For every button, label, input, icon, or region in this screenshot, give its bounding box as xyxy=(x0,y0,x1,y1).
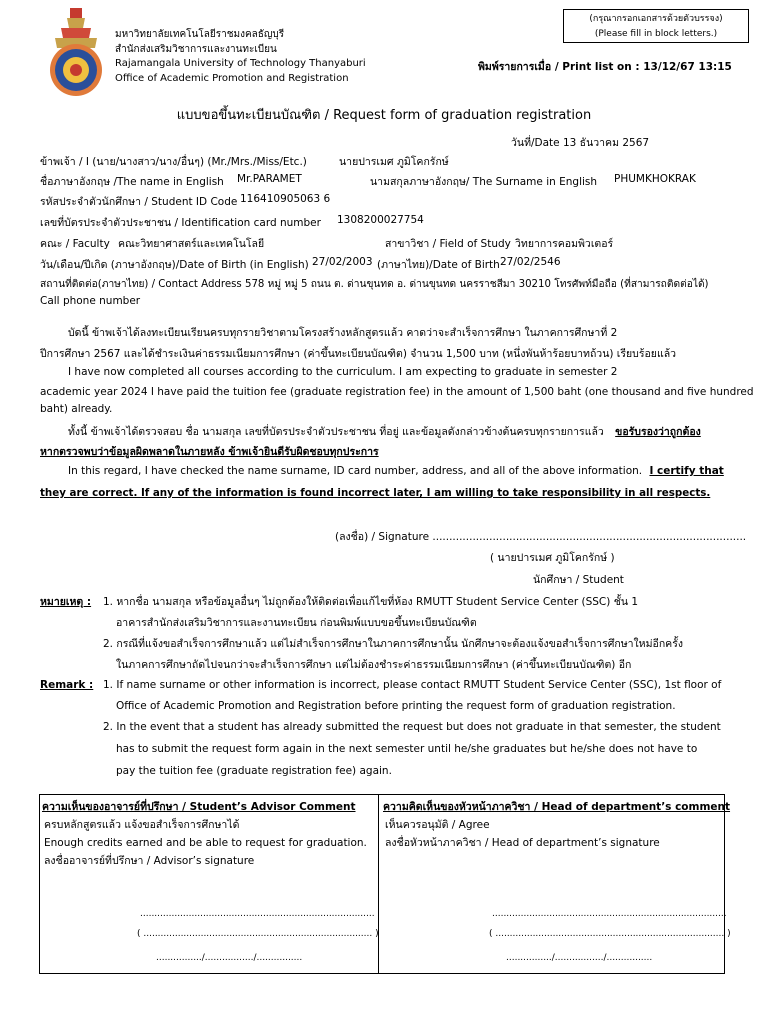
advisor-name-paren: ( ................................................................................ ) xyxy=(137,929,379,939)
first-name-en-value: Mr.PARAMET xyxy=(237,173,302,185)
dob-en-label: วัน/เดือน/ปีเกิด (ภาษาอังกฤษ)/Date of Birth (in English) xyxy=(40,259,309,271)
remark-en-label: Remark : xyxy=(40,679,94,691)
contact-address: สถานที่ติดต่อ(ภาษาไทย) / Contact Address 578 หมู่ หมู่ 5 ถนน ต. ด่านขุนทด อ. ด่านขุนทด นครราชสีมา 30210 โทรศัพท์มือถือ (ที่สามารถติดต่อได้) xyxy=(40,279,709,290)
remark-th-2-line-2: ในภาคการศึกษาถัดไปจนกว่าจะสำเร็จการศึกษา แต่ไม่ต้องชำระค่าธรรมเนียมการศึกษา (ค่าขึ้นทะเบียนบัณฑิต) อีก xyxy=(116,659,632,671)
signer-role: นักศึกษา / Student xyxy=(533,574,624,586)
dob-th-value: 27/02/2546 xyxy=(500,256,561,268)
certify-th-bold-line-2: หากตรวจพบว่าข้อมูลผิดพลาดในภายหลัง ข้าพเจ้ายินดีรับผิดชอบทุกประการ xyxy=(40,446,379,458)
remark-th-label: หมายเหตุ : xyxy=(40,596,92,608)
advisor-signature-label: ลงชื่ออาจารย์ที่ปรึกษา / Advisor’s signature xyxy=(44,855,255,867)
remark-th-2-line-1: 2. กรณีที่แจ้งขอสำเร็จการศึกษาแล้ว แต่ไม่สำเร็จการศึกษาในภาคการศึกษานั้น นักศึกษาจะต้องแจ้งขอสำเร็จการศึกษาใหม่อีกครั้ง xyxy=(103,638,683,650)
phone-label: Call phone number xyxy=(40,295,141,307)
university-heading xyxy=(115,28,366,86)
statement-en-line-1: I have now completed all courses according to the curriculum. I am expecting to graduate in semester 2 xyxy=(68,366,618,378)
table-divider xyxy=(378,795,379,973)
head-date-dots: ................/................./................ xyxy=(506,953,653,963)
note-en: (Please fill in block letters.) xyxy=(594,29,718,39)
remark-en-1-line-2: Office of Academic Promotion and Registration before printing the request form of graduation registration. xyxy=(116,700,676,712)
certify-th-text: ทั้งนี้ ข้าพเจ้าได้ตรวจสอบ ชื่อ นามสกุล เลขที่บัตรประจำตัวประชาชน ที่อยู่ และข้อมูลดังกล่าวข้างต้นครบทุกรายการแล้ว xyxy=(68,426,604,438)
faculty-label: คณะ / Faculty xyxy=(40,238,110,250)
remark-th-1-line-2: อาคารสำนักส่งเสริมวิชาการและงานทะเบียน ก่อนพิมพ์แบบขอขึ้นทะเบียนบัณฑิต xyxy=(116,617,477,629)
remark-en-2-line-2: has to submit the request form again in the next semester until he/she graduates but he/she does not have to xyxy=(116,743,698,755)
head-comment-header: ความคิดเห็นของหัวหน้าภาควิชา / Head of department’s comment xyxy=(383,801,731,813)
advisor-signature-dots: .................................................................................. xyxy=(140,909,375,919)
first-name-en-label: ชื่อภาษาอังกฤษ /The name in English xyxy=(40,176,224,188)
university-name-en: Rajamangala University of Technology Thanyaburi xyxy=(115,58,366,69)
student-id-label: รหัสประจำตัวนักศึกษา / Student ID Code xyxy=(40,196,238,208)
name-value: นายปารเมศ ภูมิโคกรักษ์ xyxy=(339,156,449,168)
remark-en-2-line-3: pay the tuition fee (graduate registration fee) again. xyxy=(116,765,392,777)
university-name-th: มหาวิทยาลัยเทคโนโลยีราชมงคลธัญบุรี xyxy=(115,29,285,40)
name-row xyxy=(40,153,307,170)
page-title: แบบขอขึ้นทะเบียนบัณฑิต / Request form of graduation registration xyxy=(176,108,592,123)
statement-en-line-2: academic year 2024 I have paid the tuition fee (graduate registration fee) in the amount of 1,500 baht (one thousand and five hundred xyxy=(40,386,754,398)
field-of-study-value: วิทยาการคอมพิวเตอร์ xyxy=(515,238,614,250)
block-letters-note xyxy=(563,9,749,43)
advisor-date-dots: ................/................./................ xyxy=(156,953,303,963)
certify-en-line-1 xyxy=(68,465,724,477)
student-id-value: 116410905063 6 xyxy=(240,193,331,205)
dob-th-label: (ภาษาไทย)/Date of Birth xyxy=(377,259,500,271)
office-name-en: Office of Academic Promotion and Registration xyxy=(115,72,349,84)
remark-en-1-line-1: 1. If name surname or other information is incorrect, please contact RMUTT Student Service Center (SSC), 1st floor of xyxy=(103,679,722,691)
note-th: (กรุณากรอกเอกสารด้วยตัวบรรจง) xyxy=(589,14,723,24)
remark-th-1-line-1: 1. หากชื่อ นามสกุล หรือข้อมูลอื่นๆ ไม่ถูกต้องให้ติดต่อเพื่อแก้ไขที่ห้อง RMUTT Student Service Center (SSC) ชั้น 1 xyxy=(103,596,639,608)
print-list-date: พิมพ์รายการเมื่อ / Print list on : 13/12/67 13:15 xyxy=(478,61,732,73)
certify-th-line-1 xyxy=(68,423,701,440)
certify-en-text: In this regard, I have checked the name surname, ID card number, address, and all of the above information. xyxy=(68,465,643,477)
statement-th-line-2: ปีการศึกษา 2567 และได้ชำระเงินค่าธรรมเนียมการศึกษา (ค่าขึ้นทะเบียนบัณฑิต) จำนวน 1,500 บาท (หนึ่งพันห้าร้อยบาทถ้วน) เรียบร้อยแล้ว xyxy=(40,348,677,360)
statement-en-line-3: baht) already. xyxy=(40,403,113,415)
signature-line: (ลงชื่อ) / Signature .............................................................................................. xyxy=(335,531,747,543)
office-name-th: สำนักส่งเสริมวิชาการและงานทะเบียน xyxy=(115,43,277,55)
dob-en-value: 27/02/2003 xyxy=(312,256,373,268)
certify-en-bold-line-2: they are correct. If any of the information is found incorrect later, I am willing to take responsibility in all respects. xyxy=(40,487,711,499)
form-date: วันที่/Date 13 ธันวาคม 2567 xyxy=(511,137,650,149)
head-comment-line-1: เห็นควรอนุมัติ / Agree xyxy=(385,819,490,831)
id-card-label: เลขที่บัตรประจำตัวประชาชน / Identification card number xyxy=(40,217,321,229)
surname-en-label: นามสกุลภาษาอังกฤษ/ The Surname in English xyxy=(370,176,598,188)
field-of-study-label: สาขาวิชา / Field of Study xyxy=(385,238,511,250)
head-signature-label: ลงชื่อหัวหน้าภาควิชา / Head of department’s signature xyxy=(385,837,660,849)
advisor-comment-line-2: Enough credits earned and be able to request for graduation. xyxy=(44,837,367,849)
certify-th-bold: ขอรับรองว่าถูกต้อง xyxy=(615,426,701,438)
name-label: ข้าพเจ้า / I (นาย/นางสาว/นาง/อื่นๆ) (Mr./Mrs./Miss/Etc.) xyxy=(40,156,307,168)
advisor-comment-line-1: ครบหลักสูตรแล้ว แจ้งขอสำเร็จการศึกษาได้ xyxy=(44,819,240,831)
surname-en-value: PHUMKHOKRAK xyxy=(614,173,696,185)
remark-en-2-line-1: 2. In the event that a student has already submitted the request but does not graduate in that semester, the student xyxy=(103,721,721,733)
head-signature-dots: .................................................................................. xyxy=(492,909,727,919)
comments-table xyxy=(39,794,731,974)
signer-name: ( นายปารเมศ ภูมิโคกรักษ์ ) xyxy=(490,552,615,564)
advisor-comment-header: ความเห็นของอาจารย์ที่ปรึกษา / Student’s Advisor Comment xyxy=(42,801,356,813)
university-logo xyxy=(47,8,105,98)
certify-en-bold: I certify that xyxy=(649,465,724,477)
statement-th-line-1: บัดนี้ ข้าพเจ้าได้ลงทะเบียนเรียนครบทุกรายวิชาตามโครงสร้างหลักสูตรแล้ว คาดว่าจะสำเร็จการศึกษา ในภาคการศึกษาที่ 2 xyxy=(68,327,618,339)
faculty-value: คณะวิทยาศาสตร์และเทคโนโลยี xyxy=(118,238,265,250)
id-card-value: 1308200027754 xyxy=(337,214,424,226)
head-name-paren: ( ................................................................................ ) xyxy=(489,929,731,939)
